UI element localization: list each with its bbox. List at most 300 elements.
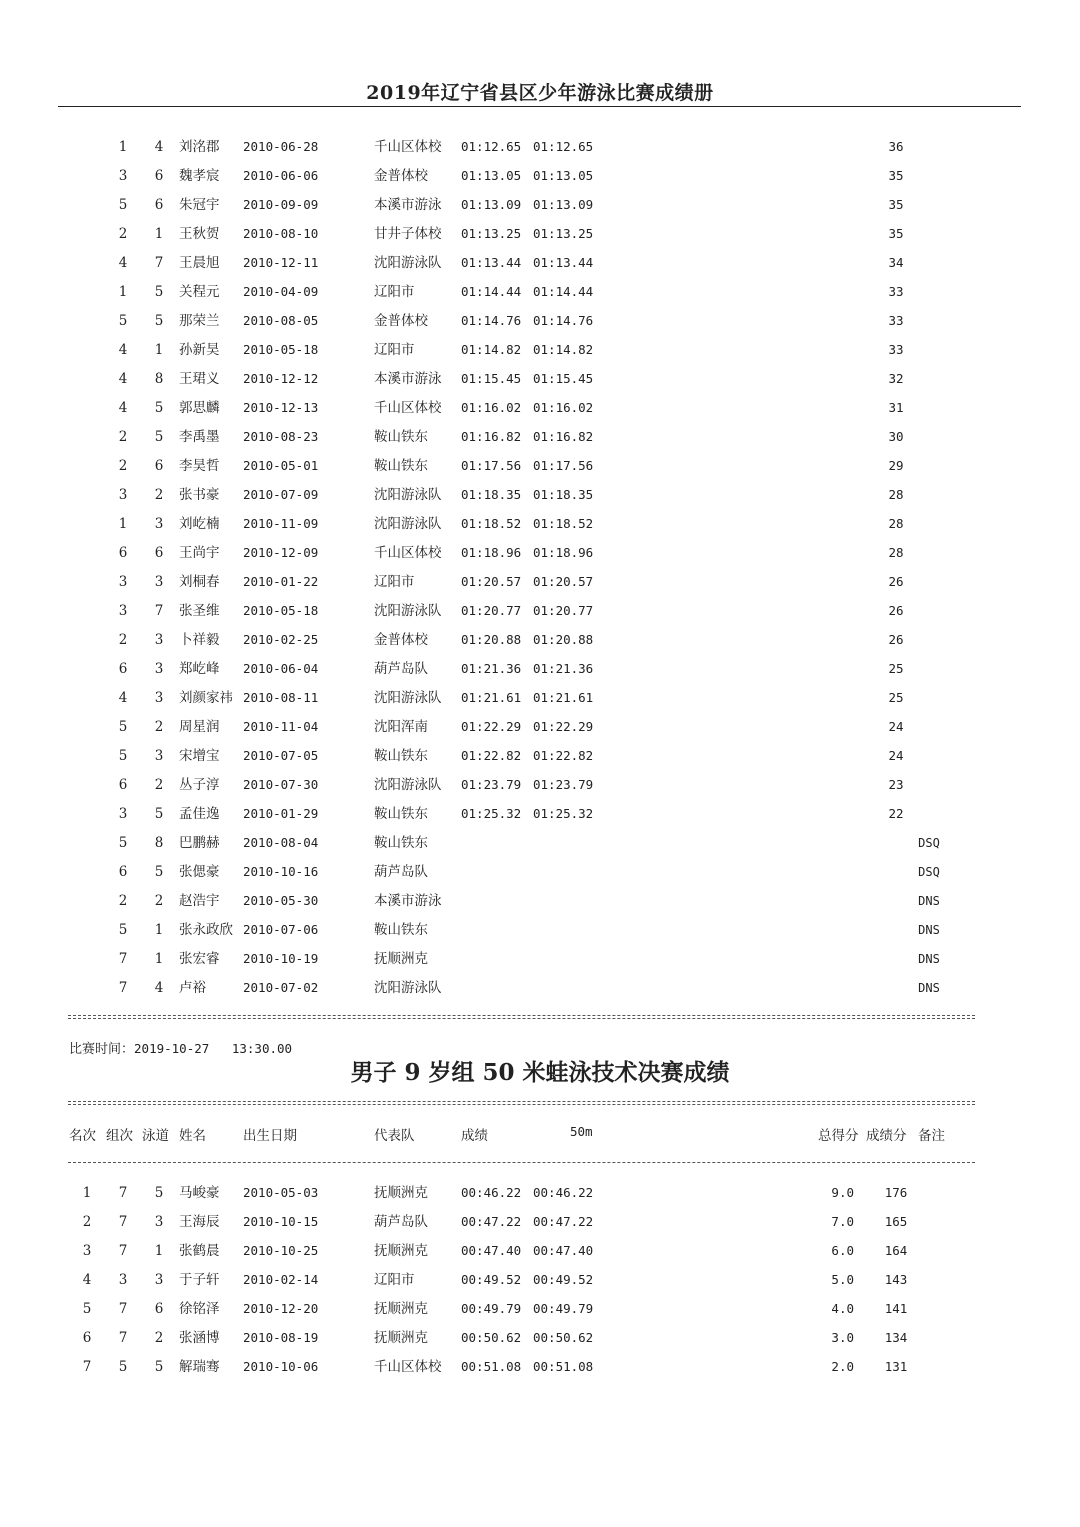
rank-cell: 7 (82, 1359, 92, 1375)
time-cell: 01:14.44 (461, 284, 522, 299)
points-cell: 26 (888, 632, 904, 647)
name-cell: 卜祥毅 (179, 632, 220, 648)
table-row (0, 541, 1080, 565)
name-cell: 张鹤晨 (179, 1243, 220, 1259)
note-cell: DNS (918, 894, 940, 908)
lane-cell: 2 (154, 777, 164, 793)
points-cell: 33 (888, 313, 904, 328)
name-cell: 张永政欣 (179, 922, 233, 938)
birth-cell: 2010-02-25 (243, 632, 319, 647)
points-cell: 25 (888, 690, 904, 705)
name-cell: 王海辰 (179, 1214, 220, 1230)
birth-cell: 2010-10-16 (243, 864, 319, 879)
birth-cell: 2010-08-11 (243, 690, 319, 705)
lane-cell: 2 (154, 487, 164, 503)
table-row (0, 367, 1080, 391)
points-cell: 143 (884, 1272, 908, 1287)
lane-cell: 7 (154, 603, 164, 619)
table-row (0, 802, 1080, 826)
time-cell: 01:13.44 (461, 255, 522, 270)
header-time: 成绩 (461, 1128, 488, 1144)
name-cell: 朱冠宇 (179, 197, 220, 213)
header-lane: 泳道 (142, 1128, 169, 1144)
split-cell: 01:16.82 (533, 429, 594, 444)
time-cell: 01:21.36 (461, 661, 522, 676)
time-cell: 01:17.56 (461, 458, 522, 473)
split-cell: 01:20.88 (533, 632, 594, 647)
birth-cell: 2010-08-04 (243, 835, 319, 850)
lane-cell: 6 (154, 458, 164, 474)
table-row (0, 135, 1080, 159)
birth-cell: 2010-05-18 (243, 342, 319, 357)
split-cell: 00:49.79 (533, 1301, 594, 1316)
heat-cell: 2 (118, 429, 128, 445)
team-cell: 沈阳游泳队 (374, 980, 442, 996)
total-cell: 9.0 (831, 1185, 854, 1200)
time-cell: 01:16.02 (461, 400, 522, 415)
points-cell: 25 (888, 661, 904, 676)
team-cell: 抚顺洲克 (374, 951, 428, 967)
points-cell: 29 (888, 458, 904, 473)
birth-cell: 2010-10-19 (243, 951, 319, 966)
split-cell: 01:15.45 (533, 371, 594, 386)
lane-cell: 3 (154, 690, 164, 706)
table-row (0, 251, 1080, 275)
team-cell: 鞍山铁东 (374, 835, 428, 851)
lane-cell: 6 (154, 545, 164, 561)
points-cell: 28 (888, 545, 904, 560)
points-cell: 26 (888, 574, 904, 589)
table-row (0, 193, 1080, 217)
birth-cell: 2010-07-09 (243, 487, 319, 502)
total-cell: 7.0 (831, 1214, 854, 1229)
name-cell: 张宏睿 (179, 951, 220, 967)
points-cell: 23 (888, 777, 904, 792)
table-row (0, 222, 1080, 246)
lane-cell: 5 (154, 313, 164, 329)
name-cell: 宋增宝 (179, 748, 220, 764)
name-cell: 解瑞骞 (179, 1359, 220, 1375)
split-cell: 01:16.02 (533, 400, 594, 415)
name-cell: 孟佳逸 (179, 806, 220, 822)
birth-cell: 2010-12-12 (243, 371, 319, 386)
team-cell: 千山区体校 (374, 139, 442, 155)
heat-cell: 3 (118, 574, 128, 590)
points-cell: 176 (884, 1185, 908, 1200)
lane-cell: 3 (154, 632, 164, 648)
note-cell: DNS (918, 981, 940, 995)
split-cell: 01:22.82 (533, 748, 594, 763)
table-row (0, 1239, 1080, 1263)
heat-cell: 6 (118, 777, 128, 793)
heat-cell: 1 (118, 139, 128, 155)
heat-cell: 6 (118, 864, 128, 880)
split-cell: 01:20.57 (533, 574, 594, 589)
split-cell: 00:46.22 (533, 1185, 594, 1200)
table-row (0, 599, 1080, 623)
table-row (0, 831, 1080, 855)
birth-cell: 2010-06-28 (243, 139, 319, 154)
lane-cell: 5 (154, 429, 164, 445)
total-cell: 2.0 (831, 1359, 854, 1374)
name-cell: 郭思麟 (179, 400, 220, 416)
time-cell: 00:46.22 (461, 1185, 522, 1200)
name-cell: 王尚宇 (179, 545, 220, 561)
lane-cell: 3 (154, 574, 164, 590)
points-cell: 26 (888, 603, 904, 618)
team-cell: 鞍山铁东 (374, 458, 428, 474)
birth-cell: 2010-11-04 (243, 719, 319, 734)
heat-cell: 5 (118, 835, 128, 851)
split-cell: 00:47.40 (533, 1243, 594, 1258)
split-cell: 01:25.32 (533, 806, 594, 821)
heat-cell: 1 (118, 284, 128, 300)
split-cell: 01:14.82 (533, 342, 594, 357)
rank-cell: 2 (82, 1214, 92, 1230)
lane-cell: 8 (154, 835, 164, 851)
name-cell: 于子轩 (179, 1272, 220, 1288)
lane-cell: 3 (154, 516, 164, 532)
table-row (0, 425, 1080, 449)
team-cell: 葫芦岛队 (374, 661, 428, 677)
name-cell: 关程元 (179, 284, 220, 300)
birth-cell: 2010-10-15 (243, 1214, 319, 1229)
team-cell: 葫芦岛队 (374, 864, 428, 880)
points-cell: 36 (888, 139, 904, 154)
split-cell: 01:23.79 (533, 777, 594, 792)
lane-cell: 6 (154, 197, 164, 213)
name-cell: 王晨旭 (179, 255, 220, 271)
birth-cell: 2010-05-01 (243, 458, 319, 473)
team-cell: 沈阳浑南 (374, 719, 428, 735)
heat-cell: 3 (118, 168, 128, 184)
lane-cell: 7 (154, 255, 164, 271)
birth-cell: 2010-10-25 (243, 1243, 319, 1258)
lane-cell: 5 (154, 864, 164, 880)
points-cell: 24 (888, 719, 904, 734)
heat-cell: 2 (118, 893, 128, 909)
split-cell: 01:14.44 (533, 284, 594, 299)
team-cell: 本溪市游泳 (374, 893, 442, 909)
heat-cell: 4 (118, 690, 128, 706)
heat-cell: 7 (118, 1185, 128, 1201)
note-cell: DSQ (918, 865, 940, 879)
team-cell: 沈阳游泳队 (374, 777, 442, 793)
points-cell: 22 (888, 806, 904, 821)
birth-cell: 2010-02-14 (243, 1272, 319, 1287)
team-cell: 抚顺洲克 (374, 1330, 428, 1346)
table-row (0, 570, 1080, 594)
time-cell: 01:20.88 (461, 632, 522, 647)
points-cell: 24 (888, 748, 904, 763)
table-row (0, 860, 1080, 884)
note-cell: DSQ (918, 836, 940, 850)
table-row (0, 686, 1080, 710)
name-cell: 魏孝宸 (179, 168, 220, 184)
team-cell: 本溪市游泳 (374, 371, 442, 387)
lane-cell: 1 (154, 951, 164, 967)
name-cell: 王珺义 (179, 371, 220, 387)
lane-cell: 3 (154, 748, 164, 764)
heat-cell: 7 (118, 1243, 128, 1259)
lane-cell: 1 (154, 226, 164, 242)
table-row (0, 1326, 1080, 1350)
heat-cell: 5 (118, 748, 128, 764)
points-cell: 28 (888, 516, 904, 531)
name-cell: 丛子淳 (179, 777, 220, 793)
team-cell: 千山区体校 (374, 400, 442, 416)
header-total: 总得分 (818, 1128, 859, 1144)
match-time-label: 比赛时间： (69, 1042, 135, 1057)
lane-cell: 2 (154, 893, 164, 909)
name-cell: 张圣维 (179, 603, 220, 619)
event-title: 男子 9 岁组 50 米蛙泳技术决赛成绩 (350, 1059, 730, 1086)
points-cell: 35 (888, 168, 904, 183)
team-cell: 沈阳游泳队 (374, 516, 442, 532)
time-cell: 01:22.29 (461, 719, 522, 734)
split-cell: 01:21.61 (533, 690, 594, 705)
points-cell: 141 (884, 1301, 908, 1316)
birth-cell: 2010-05-18 (243, 603, 319, 618)
total-cell: 5.0 (831, 1272, 854, 1287)
heat-cell: 5 (118, 719, 128, 735)
name-cell: 郑屹峰 (179, 661, 220, 677)
header-divider-top (68, 1101, 975, 1105)
points-cell: 164 (884, 1243, 908, 1258)
points-cell: 30 (888, 429, 904, 444)
rank-cell: 5 (82, 1301, 92, 1317)
lane-cell: 2 (154, 1330, 164, 1346)
team-cell: 金普体校 (374, 632, 428, 648)
points-cell: 34 (888, 255, 904, 270)
team-cell: 鞍山铁东 (374, 922, 428, 938)
lane-cell: 5 (154, 400, 164, 416)
name-cell: 李禹墨 (179, 429, 220, 445)
points-cell: 165 (884, 1214, 908, 1229)
table-row (0, 628, 1080, 652)
name-cell: 马峻豪 (179, 1185, 220, 1201)
table-row (0, 744, 1080, 768)
split-cell: 00:49.52 (533, 1272, 594, 1287)
team-cell: 沈阳游泳队 (374, 690, 442, 706)
split-cell: 01:14.76 (533, 313, 594, 328)
time-cell: 01:14.76 (461, 313, 522, 328)
lane-cell: 8 (154, 371, 164, 387)
heat-cell: 4 (118, 342, 128, 358)
lane-cell: 1 (154, 922, 164, 938)
time-cell: 01:15.45 (461, 371, 522, 386)
name-cell: 孙新昊 (179, 342, 220, 358)
points-cell: 28 (888, 487, 904, 502)
birth-cell: 2010-08-05 (243, 313, 319, 328)
rank-cell: 6 (82, 1330, 92, 1346)
points-cell: 32 (888, 371, 904, 386)
team-cell: 抚顺洲克 (374, 1185, 428, 1201)
heat-cell: 3 (118, 1272, 128, 1288)
birth-cell: 2010-04-09 (243, 284, 319, 299)
birth-cell: 2010-12-20 (243, 1301, 319, 1316)
name-cell: 张偲豪 (179, 864, 220, 880)
birth-cell: 2010-07-06 (243, 922, 319, 937)
heat-cell: 4 (118, 371, 128, 387)
total-cell: 6.0 (831, 1243, 854, 1258)
time-cell: 01:14.82 (461, 342, 522, 357)
time-cell: 01:21.61 (461, 690, 522, 705)
team-cell: 本溪市游泳 (374, 197, 442, 213)
heat-cell: 4 (118, 400, 128, 416)
heat-cell: 2 (118, 226, 128, 242)
time-cell: 01:20.57 (461, 574, 522, 589)
name-cell: 张涵博 (179, 1330, 220, 1346)
lane-cell: 6 (154, 1301, 164, 1317)
heat-cell: 5 (118, 1359, 128, 1375)
name-cell: 徐铭泽 (179, 1301, 220, 1317)
lane-cell: 1 (154, 1243, 164, 1259)
lane-cell: 5 (154, 1185, 164, 1201)
table-row (0, 338, 1080, 362)
birth-cell: 2010-11-09 (243, 516, 319, 531)
name-cell: 刘洺郡 (179, 139, 220, 155)
table-row (0, 715, 1080, 739)
heat-cell: 5 (118, 197, 128, 213)
heat-cell: 5 (118, 922, 128, 938)
match-time-value: 2019-10-27 13:30.00 (134, 1041, 293, 1056)
split-cell: 01:13.09 (533, 197, 594, 212)
time-cell: 00:49.79 (461, 1301, 522, 1316)
header-note: 备注 (918, 1128, 945, 1144)
name-cell: 那荣兰 (179, 313, 220, 329)
table-row (0, 976, 1080, 1000)
table-row (0, 1181, 1080, 1205)
birth-cell: 2010-08-19 (243, 1330, 319, 1345)
note-cell: DNS (918, 952, 940, 966)
section-divider-top (68, 1015, 975, 1019)
birth-cell: 2010-08-23 (243, 429, 319, 444)
team-cell: 甘井子体校 (374, 226, 442, 242)
points-cell: 31 (888, 400, 904, 415)
time-cell: 01:18.52 (461, 516, 522, 531)
time-cell: 00:47.40 (461, 1243, 522, 1258)
heat-cell: 2 (118, 458, 128, 474)
heat-cell: 1 (118, 516, 128, 532)
team-cell: 金普体校 (374, 168, 428, 184)
lane-cell: 4 (154, 980, 164, 996)
birth-cell: 2010-08-10 (243, 226, 319, 241)
heat-cell: 2 (118, 632, 128, 648)
team-cell: 辽阳市 (374, 342, 415, 358)
name-cell: 赵浩宇 (179, 893, 220, 909)
team-cell: 鞍山铁东 (374, 748, 428, 764)
header-divider-bottom (68, 1162, 975, 1163)
split-cell: 00:51.08 (533, 1359, 594, 1374)
birth-cell: 2010-07-02 (243, 980, 319, 995)
split-cell: 01:21.36 (533, 661, 594, 676)
birth-cell: 2010-06-04 (243, 661, 319, 676)
birth-cell: 2010-05-30 (243, 893, 319, 908)
heat-cell: 6 (118, 661, 128, 677)
points-cell: 35 (888, 197, 904, 212)
header-rank: 名次 (69, 1128, 96, 1144)
lane-cell: 3 (154, 661, 164, 677)
lane-cell: 5 (154, 284, 164, 300)
name-cell: 周星润 (179, 719, 220, 735)
header-points: 成绩分 (866, 1128, 907, 1144)
table-row (0, 1268, 1080, 1292)
points-cell: 33 (888, 342, 904, 357)
lane-cell: 2 (154, 719, 164, 735)
time-cell: 00:50.62 (461, 1330, 522, 1345)
team-cell: 抚顺洲克 (374, 1243, 428, 1259)
table-row (0, 164, 1080, 188)
split-cell: 01:20.77 (533, 603, 594, 618)
birth-cell: 2010-01-29 (243, 806, 319, 821)
birth-cell: 2010-12-11 (243, 255, 319, 270)
rank-cell: 3 (82, 1243, 92, 1259)
birth-cell: 2010-01-22 (243, 574, 319, 589)
table-row (0, 483, 1080, 507)
birth-cell: 2010-09-09 (243, 197, 319, 212)
points-cell: 134 (884, 1330, 908, 1345)
heat-cell: 3 (118, 603, 128, 619)
split-cell: 01:22.29 (533, 719, 594, 734)
points-cell: 35 (888, 226, 904, 241)
birth-cell: 2010-12-13 (243, 400, 319, 415)
birth-cell: 2010-12-09 (243, 545, 319, 560)
time-cell: 00:51.08 (461, 1359, 522, 1374)
header-name: 姓名 (179, 1128, 206, 1144)
team-cell: 沈阳游泳队 (374, 255, 442, 271)
header-split: 50m (570, 1124, 593, 1139)
name-cell: 张书豪 (179, 487, 220, 503)
document-title: 2019年辽宁省县区少年游泳比赛成绩册 (366, 82, 714, 104)
time-cell: 01:18.96 (461, 545, 522, 560)
heat-cell: 7 (118, 1330, 128, 1346)
team-cell: 抚顺洲克 (374, 1301, 428, 1317)
table-row (0, 454, 1080, 478)
team-cell: 辽阳市 (374, 574, 415, 590)
team-cell: 千山区体校 (374, 545, 442, 561)
heat-cell: 3 (118, 487, 128, 503)
name-cell: 王秋贺 (179, 226, 220, 242)
table-row (0, 512, 1080, 536)
header-heat: 组次 (106, 1128, 133, 1144)
heat-cell: 4 (118, 255, 128, 271)
time-cell: 01:23.79 (461, 777, 522, 792)
time-cell: 01:25.32 (461, 806, 522, 821)
split-cell: 00:50.62 (533, 1330, 594, 1345)
table-row (0, 1297, 1080, 1321)
team-cell: 鞍山铁东 (374, 806, 428, 822)
time-cell: 01:13.25 (461, 226, 522, 241)
team-cell: 辽阳市 (374, 284, 415, 300)
table-row (0, 773, 1080, 797)
lane-cell: 3 (154, 1272, 164, 1288)
name-cell: 刘颜家祎 (179, 690, 233, 706)
split-cell: 01:13.05 (533, 168, 594, 183)
team-cell: 沈阳游泳队 (374, 487, 442, 503)
note-cell: DNS (918, 923, 940, 937)
rank-cell: 1 (82, 1185, 92, 1201)
heat-cell: 7 (118, 951, 128, 967)
lane-cell: 4 (154, 139, 164, 155)
heat-cell: 3 (118, 806, 128, 822)
team-cell: 鞍山铁东 (374, 429, 428, 445)
total-cell: 4.0 (831, 1301, 854, 1316)
time-cell: 01:20.77 (461, 603, 522, 618)
split-cell: 01:18.35 (533, 487, 594, 502)
table-row (0, 947, 1080, 971)
lane-cell: 6 (154, 168, 164, 184)
